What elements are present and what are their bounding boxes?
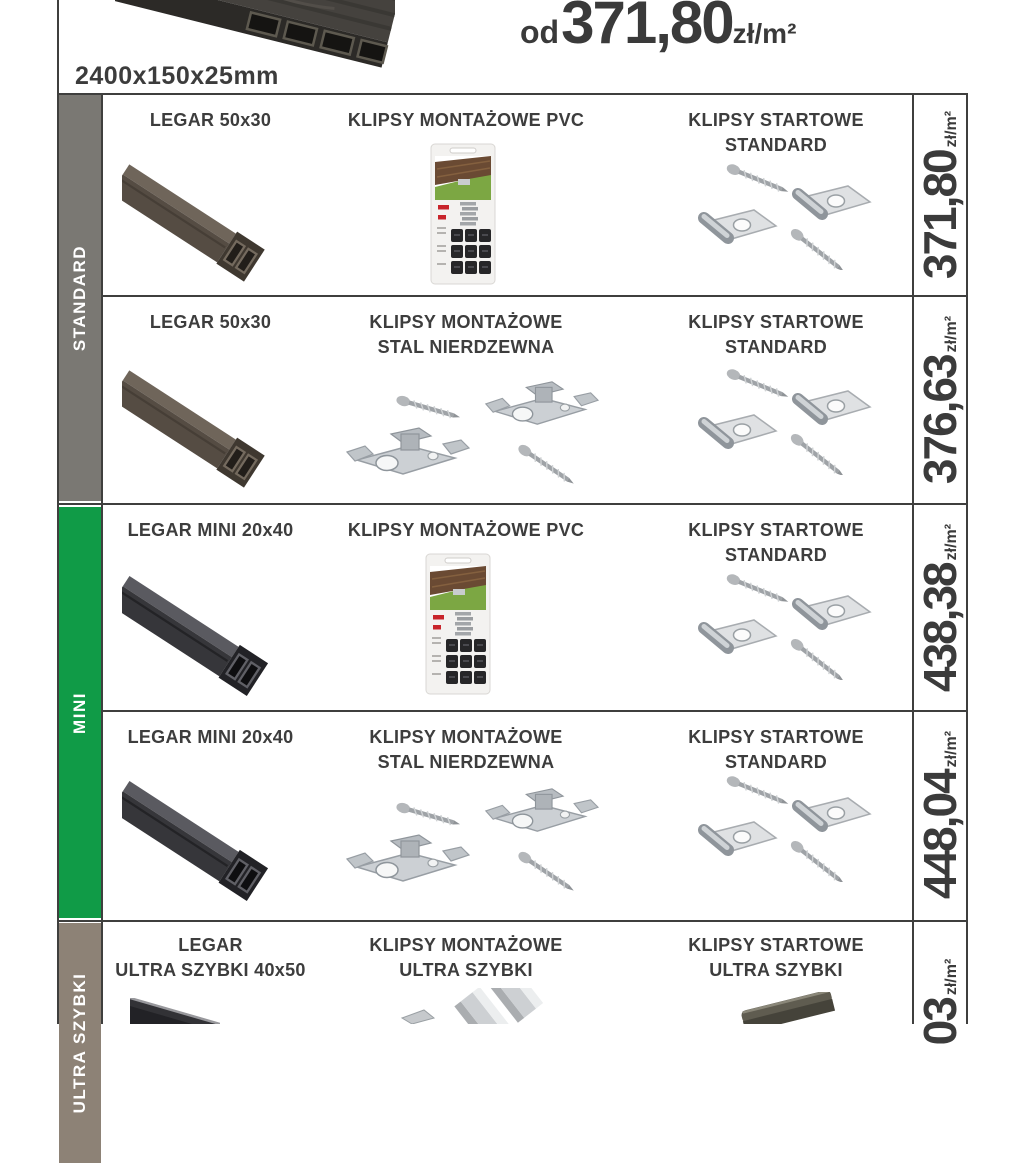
price-value: 371,80	[914, 150, 966, 280]
product-title-line2: STANDARD	[724, 752, 828, 772]
price-rotated	[914, 958, 966, 1046]
price-rotated	[914, 730, 966, 900]
price-unit: zł/m²	[943, 958, 960, 996]
price-cell	[914, 297, 966, 503]
product-title	[640, 108, 912, 158]
price-cell	[914, 712, 966, 918]
joist-mini-black-image	[122, 768, 298, 914]
price-rotated	[914, 315, 966, 485]
product-title-line1: KLIPSY MONTAŻOWE	[369, 935, 563, 955]
product-title-line2: STANDARD	[724, 545, 828, 565]
price-unit: zł/m²	[943, 315, 960, 353]
product-title-line1: KLIPSY STARTOWE	[688, 110, 864, 130]
product-title	[330, 310, 602, 360]
joist-ultra-partial-image	[130, 998, 220, 1024]
product-title-line1: LEGAR 50x30	[149, 110, 272, 130]
product-title	[103, 725, 318, 750]
product-title	[640, 310, 912, 360]
product-title-line1: LEGAR	[178, 935, 243, 955]
product-title-line1: KLIPSY STARTOWE	[688, 727, 864, 747]
starter-clips-image	[690, 160, 880, 270]
price-cell	[914, 95, 966, 295]
price-unit: zł/m²	[943, 730, 960, 768]
product-title-line1: KLIPSY MONTAŻOWE PVC	[347, 520, 585, 540]
section-divider-2	[59, 920, 968, 922]
product-title	[330, 725, 602, 775]
steel-clips-image	[345, 368, 605, 498]
product-title-line1: KLIPSY MONTAŻOWE	[369, 312, 563, 332]
product-title-line1: LEGAR MINI 20x40	[127, 520, 294, 540]
product-title-line2: STANDARD	[724, 337, 828, 357]
product-title	[103, 310, 318, 335]
product-title-line2: ULTRA SZYBKI	[399, 960, 533, 980]
product-title-line2: STAL NIERDZEWNA	[377, 337, 555, 357]
table-top-line	[57, 93, 968, 95]
price-cell	[914, 505, 966, 710]
price-value: 448,04	[914, 770, 966, 900]
starter-clips-image	[690, 365, 880, 475]
section-bar-mini	[59, 507, 101, 918]
ultra-starter-partial-image	[738, 992, 838, 1024]
price-col-right-line	[966, 93, 968, 1024]
pvc-clips-blister-image	[430, 143, 496, 285]
ultra-clips-partial-image	[390, 988, 565, 1024]
product-title-line1: KLIPSY MONTAŻOWE	[369, 727, 563, 747]
section-bar-standard	[59, 95, 101, 501]
price-unit: zł/m²	[943, 110, 960, 148]
price-rotated	[914, 110, 966, 280]
starter-clips-image	[690, 570, 880, 680]
product-title-line1: KLIPSY STARTOWE	[688, 312, 864, 332]
joist-brown-image	[122, 358, 294, 500]
row-divider-1	[103, 295, 968, 297]
section-bar-ultra-szybki-label: ULTRA SZYBKI	[70, 972, 89, 1114]
product-title-line1: KLIPSY STARTOWE	[688, 935, 864, 955]
price-rotated	[914, 523, 966, 692]
section-bar-standard-label: STANDARD	[70, 244, 89, 352]
steel-clips-image	[345, 775, 605, 905]
price-value: 03	[914, 998, 966, 1046]
section-bar-ultra-szybki	[59, 923, 101, 1163]
product-title	[330, 108, 602, 133]
product-title	[640, 725, 912, 775]
section-bar-mini-label: MINI	[70, 691, 89, 734]
product-title-line2: STANDARD	[724, 135, 828, 155]
product-title	[103, 108, 318, 133]
header-price	[520, 0, 797, 56]
decking-board-image	[115, 0, 395, 68]
header-price-prefix: od	[520, 14, 560, 50]
starter-clips-image	[690, 772, 880, 882]
price-value: 438,38	[914, 562, 966, 692]
product-title	[330, 933, 602, 983]
row-divider-2	[103, 710, 968, 712]
product-title	[103, 518, 318, 543]
header-price-unit: zł/m²	[732, 18, 797, 49]
pvc-clips-blister-image	[425, 553, 491, 695]
joist-mini-black-image	[122, 563, 298, 709]
price-value: 376,63	[914, 355, 966, 485]
price-unit: zł/m²	[943, 523, 960, 560]
product-title-line1: KLIPSY MONTAŻOWE PVC	[347, 110, 585, 130]
product-title-line2: STAL NIERDZEWNA	[377, 752, 555, 772]
product-title	[640, 518, 912, 568]
board-dimensions-label: 2400x150x25mm	[75, 62, 279, 90]
product-title	[103, 933, 318, 983]
product-title-line1: LEGAR MINI 20x40	[127, 727, 294, 747]
product-title-line1: LEGAR 50x30	[149, 312, 272, 332]
price-cell	[914, 920, 966, 1084]
product-title-line2: ULTRA SZYBKI 40x50	[115, 960, 306, 980]
header-price-value: 371,80	[561, 0, 733, 56]
bar-divider-line	[101, 93, 103, 1024]
product-title-line2: ULTRA SZYBKI	[709, 960, 843, 980]
section-divider-1	[59, 503, 968, 505]
product-title	[330, 518, 602, 543]
product-title	[640, 933, 912, 983]
product-title-line1: KLIPSY STARTOWE	[688, 520, 864, 540]
joist-brown-image	[122, 152, 294, 294]
